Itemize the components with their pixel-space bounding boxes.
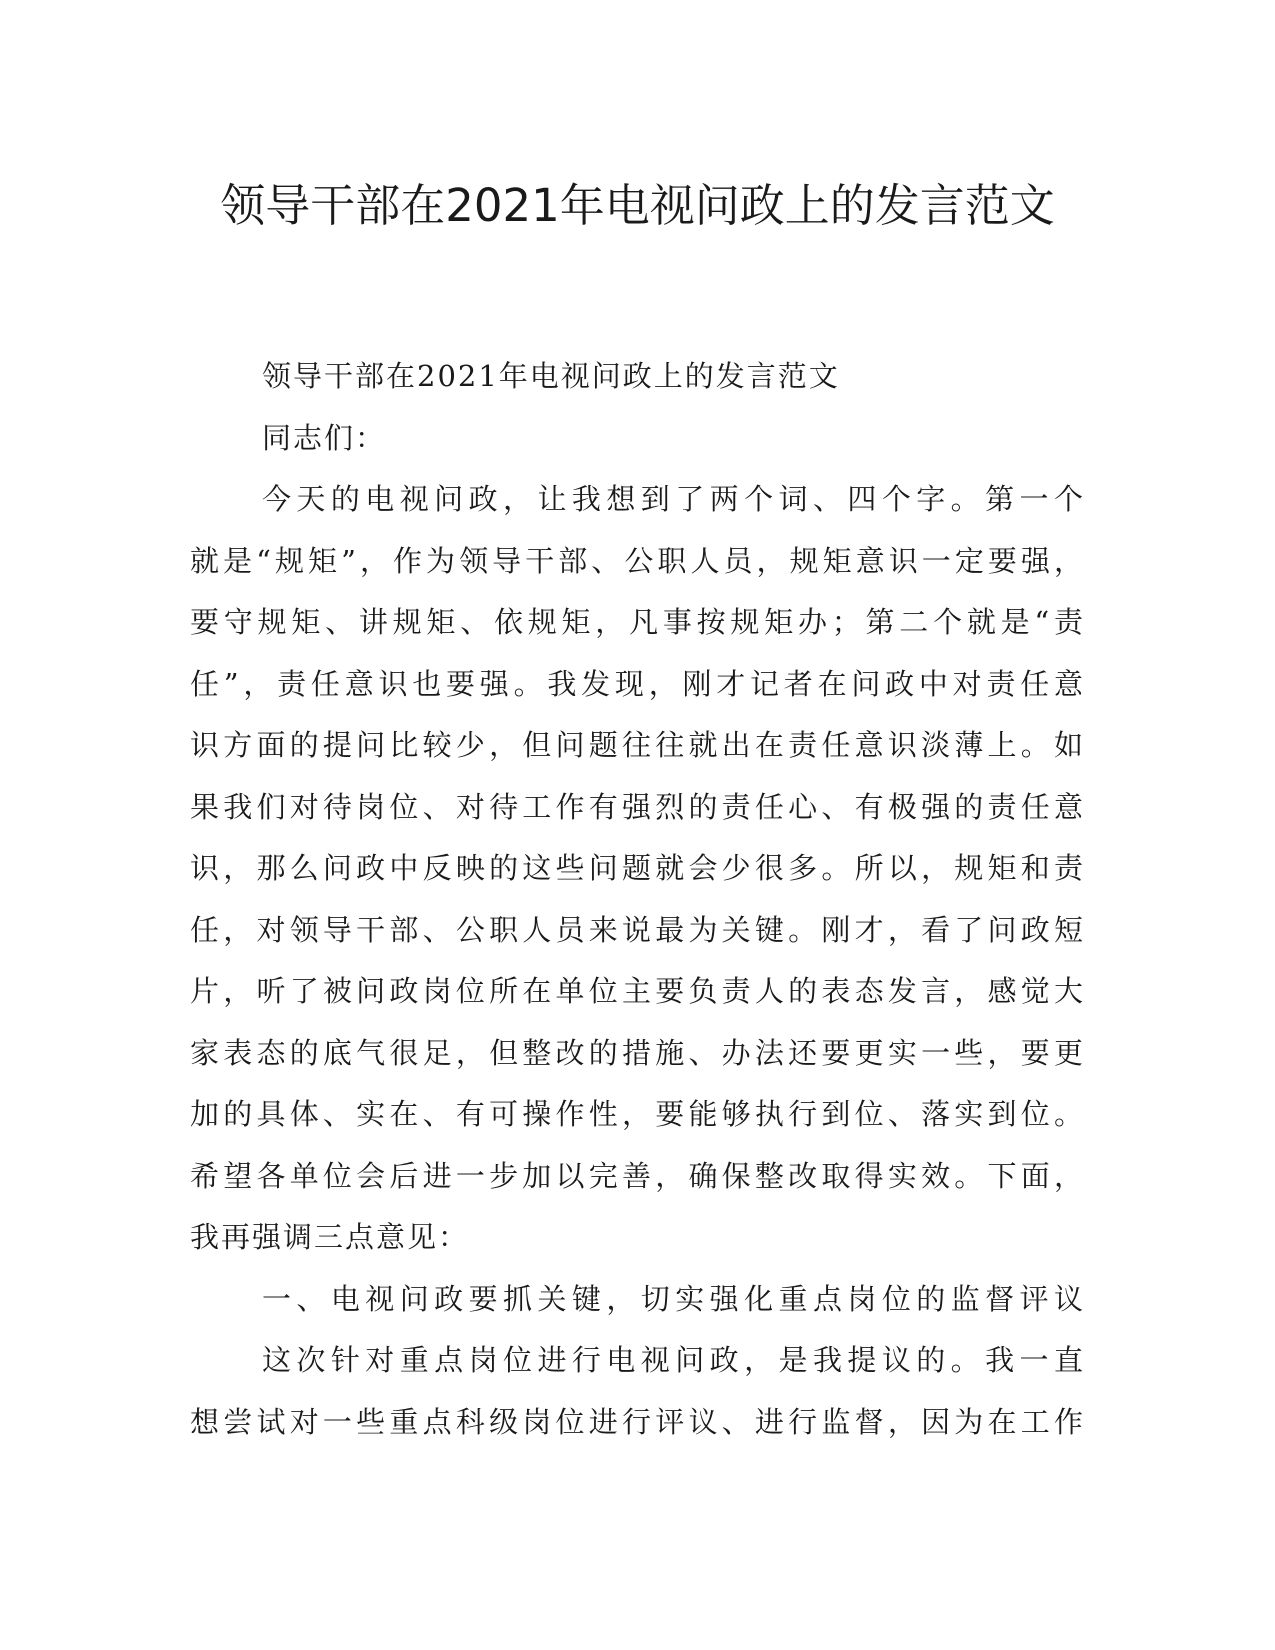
paragraph-line: 就是“规矩”，作为领导干部、公职人员，规矩意识一定要强， <box>190 543 1085 578</box>
paragraph-line: 这次针对重点岗位进行电视问政，是我提议的。我一直 <box>262 1343 1085 1377</box>
paragraph-line: 家表态的底气很足，但整改的措施、办法还要更实一些，要更 <box>190 1035 1085 1070</box>
paragraph-line: 片，听了被问政岗位所在单位主要负责人的表态发言，感觉大 <box>190 974 1085 1008</box>
paragraph-line: 希望各单位会后进一步加以完善，确保整改取得实效。下面， <box>190 1158 1085 1193</box>
paragraph-line: 一、电视问政要抓关键，切实强化重点岗位的监督评议 <box>262 1281 1085 1316</box>
paragraph-line: 加的具体、实在、有可操作性，要能够执行到位、落实到位。 <box>190 1097 1085 1131</box>
paragraph-line: 我再强调三点意见： <box>190 1220 470 1254</box>
paragraph-line: 要守规矩、讲规矩、依规矩，凡事按规矩办；第二个就是“责 <box>190 605 1085 639</box>
paragraph-line: 果我们对待岗位、对待工作有强烈的责任心、有极强的责任意 <box>190 789 1085 824</box>
paragraph-line: 任”，责任意识也要强。我发现，刚才记者在问政中对责任意 <box>190 666 1085 701</box>
document-body <box>190 346 1085 1453</box>
paragraph-line: 想尝试对一些重点科级岗位进行评议、进行监督，因为在工作 <box>190 1404 1085 1439</box>
paragraph-line: 任，对领导干部、公职人员来说最为关键。刚才，看了问政短 <box>190 912 1085 947</box>
paragraph-line: 识，那么问政中反映的这些问题就会少很多。所以，规矩和责 <box>190 851 1085 885</box>
paragraph-line: 识方面的提问比较少，但问题往往就出在责任意识淡薄上。如 <box>190 728 1085 762</box>
document-title: 领导干部在2021年电视问政上的发言范文 <box>220 179 1055 232</box>
paragraph-line: 领导干部在2021年电视问政上的发言范文 <box>262 359 840 393</box>
paragraph-line: 同志们： <box>262 420 387 455</box>
paragraph-line: 今天的电视问政，让我想到了两个词、四个字。第一个 <box>262 482 1085 516</box>
